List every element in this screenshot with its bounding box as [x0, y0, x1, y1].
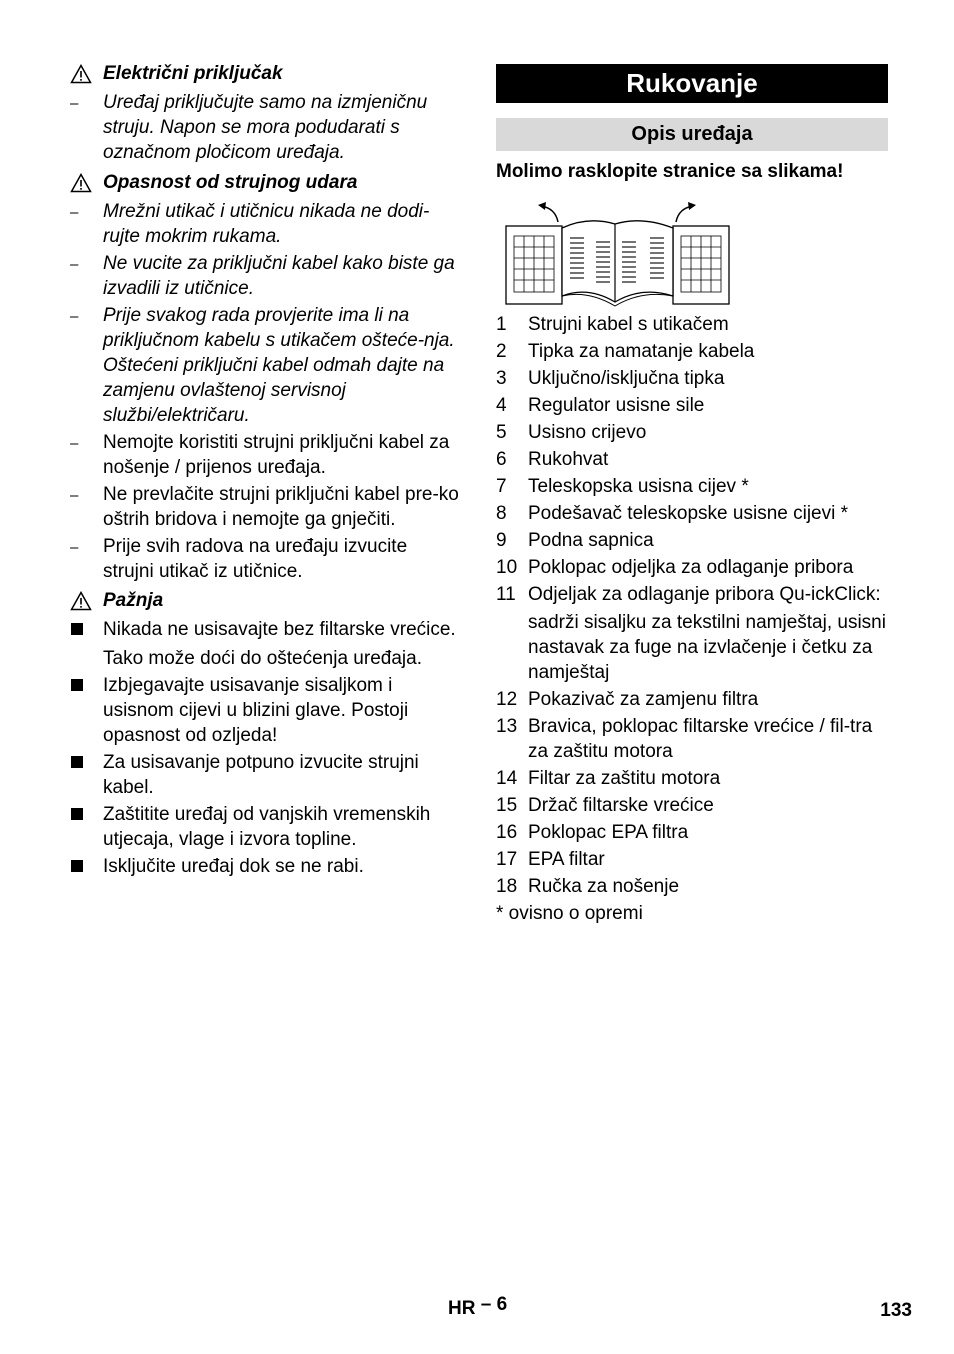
list-item: – Nemojte koristiti strujni priključni kabel za nošenje / prijenos uređaja.: [70, 430, 462, 480]
list-item: 12 Pokazivač za zamjenu filtra: [496, 689, 759, 710]
page-number: 133: [880, 1300, 912, 1321]
list-item: 15 Držač filtarske vrećice: [496, 795, 714, 816]
dash-bullet: [70, 430, 90, 456]
shock-warning-heading: [70, 171, 462, 195]
foldout-instruction: Molimo rasklopite stranice sa slikama!: [496, 161, 844, 182]
list-item: 2 Tipka za namatanje kabela: [496, 341, 755, 362]
open-foldout-book-icon: [500, 202, 730, 308]
list-item: 7 Teleskopska usisna cijev *: [496, 476, 749, 497]
list-item: 11 Odjeljak za odlaganje pribora Qu-ickClick:: [496, 584, 881, 605]
warning-triangle-icon: [70, 173, 92, 193]
list-item: Za usisavanje potpuno izvucite strujni kabel.: [103, 752, 419, 798]
list-item: 14 Filtar za zaštitu motora: [496, 768, 721, 789]
item-number: 8: [496, 503, 507, 524]
list-item: 10 Poklopac odjeljka za odlaganje pribora: [496, 557, 854, 578]
list-item: 9 Podna sapnica: [496, 530, 654, 551]
item-number: 1: [496, 314, 507, 335]
list-item: – Uređaj priključujte samo na izmjeničnu struju. Napon se mora podudarati s označnom pločicom uređaja.: [70, 90, 462, 165]
item-number: 9: [496, 530, 507, 551]
item-number: 6: [496, 449, 507, 470]
list-item: 3 Uključno/isključna tipka: [496, 368, 725, 389]
caution-heading: [70, 589, 462, 613]
list-item: Isključite uređaj dok se ne rabi.: [103, 856, 364, 877]
item-number: 15: [496, 795, 518, 816]
parts-list: [496, 312, 888, 899]
list-item: 4 Regulator usisne sile: [496, 395, 705, 416]
item-number: 14: [496, 768, 518, 789]
left-column: [70, 62, 462, 881]
language-code: HR: [448, 1298, 476, 1319]
list-item: 18 Ručka za nošenje: [496, 876, 680, 897]
item-number: 7: [496, 476, 507, 497]
dash-bullet: [70, 534, 90, 560]
list-item: Nikada ne usisavajte bez filtarske vrećice.: [103, 619, 456, 640]
dash-bullet: [70, 482, 90, 508]
item-number: 4: [496, 395, 507, 416]
warning-triangle-icon: [70, 64, 92, 84]
list-item: 1 Strujni kabel s utikačem: [496, 314, 729, 335]
list-item: – Prije svih radova na uređaju izvucite strujni utikač iz utičnice.: [70, 534, 462, 584]
footnote: * ovisno o opremi: [496, 903, 643, 924]
list-item: – Ne vucite za priključni kabel kako biste ga izvadili iz utičnice.: [70, 251, 462, 301]
list-item: 17 EPA filtar: [496, 849, 605, 870]
item-number: 17: [496, 849, 518, 870]
list-item: 16 Poklopac EPA filtra: [496, 822, 689, 843]
section-page-number: – 6: [480, 1294, 508, 1315]
right-column: [496, 62, 888, 926]
item-number: 2: [496, 341, 507, 362]
dash-bullet: [70, 303, 90, 329]
warning-triangle-icon: [70, 591, 92, 611]
list-item: 6 Rukohvat: [496, 449, 609, 470]
dash-bullet: [70, 90, 90, 116]
list-item-continuation: sadrži sisaljku za tekstilni namještaj, usisni nastavak za fuge na izvlačenje i četku za namještaj: [528, 612, 886, 683]
dash-bullet: [70, 251, 90, 277]
item-number: 18: [496, 876, 518, 897]
item-number: 3: [496, 368, 507, 389]
electrical-warning-heading: [70, 62, 462, 86]
list-item: – Prije svakog rada provjerite ima li na priključnom kabelu s utikačem ošteće-nja. Oštećeni priključni kabel odmah dajte na zamjenu ovlaštenoj servisnoj službi/električaru.: [70, 303, 462, 428]
list-item: Izbjegavajte usisavanje sisaljkom i usisnom cijevi u blizini glave. Postoji opasnost od ozljeda!: [103, 675, 409, 746]
list-item: Zaštitite uređaj od vanjskih vremenskih utjecaja, vlage i izvora topline.: [103, 804, 431, 850]
item-number: 10: [496, 557, 518, 578]
electrical-heading-text: Električni priključak: [103, 63, 283, 84]
list-item: – Mrežni utikač i utičnicu nikada ne dodi-rujte mokrim rukama.: [70, 199, 462, 249]
item-number: 12: [496, 689, 518, 710]
list-item: 5 Usisno crijevo: [496, 422, 647, 443]
caution-heading-text: Pažnja: [103, 590, 164, 611]
list-item: – Ne prevlačite strujni priključni kabel pre-ko oštrih bridova i nemojte ga gnječiti.: [70, 482, 462, 532]
dash-bullet: [70, 199, 90, 225]
list-item: 8 Podešavač teleskopske usisne cijevi *: [496, 503, 849, 524]
item-number: 11: [496, 584, 516, 605]
item-number: 13: [496, 716, 518, 737]
subsection-title: Opis uređaja: [496, 118, 888, 151]
shock-heading-text: Opasnost od strujnog udara: [103, 172, 358, 193]
section-title: Rukovanje: [496, 64, 888, 103]
item-number: 16: [496, 822, 518, 843]
list-item-continuation: Tako može doći do oštećenja uređaja.: [103, 648, 422, 669]
list-item: 13 Bravica, poklopac filtarske vrećice / fil-tra za zaštitu motora: [496, 716, 873, 762]
footer-language-page: [448, 1296, 507, 1321]
item-number: 5: [496, 422, 507, 443]
